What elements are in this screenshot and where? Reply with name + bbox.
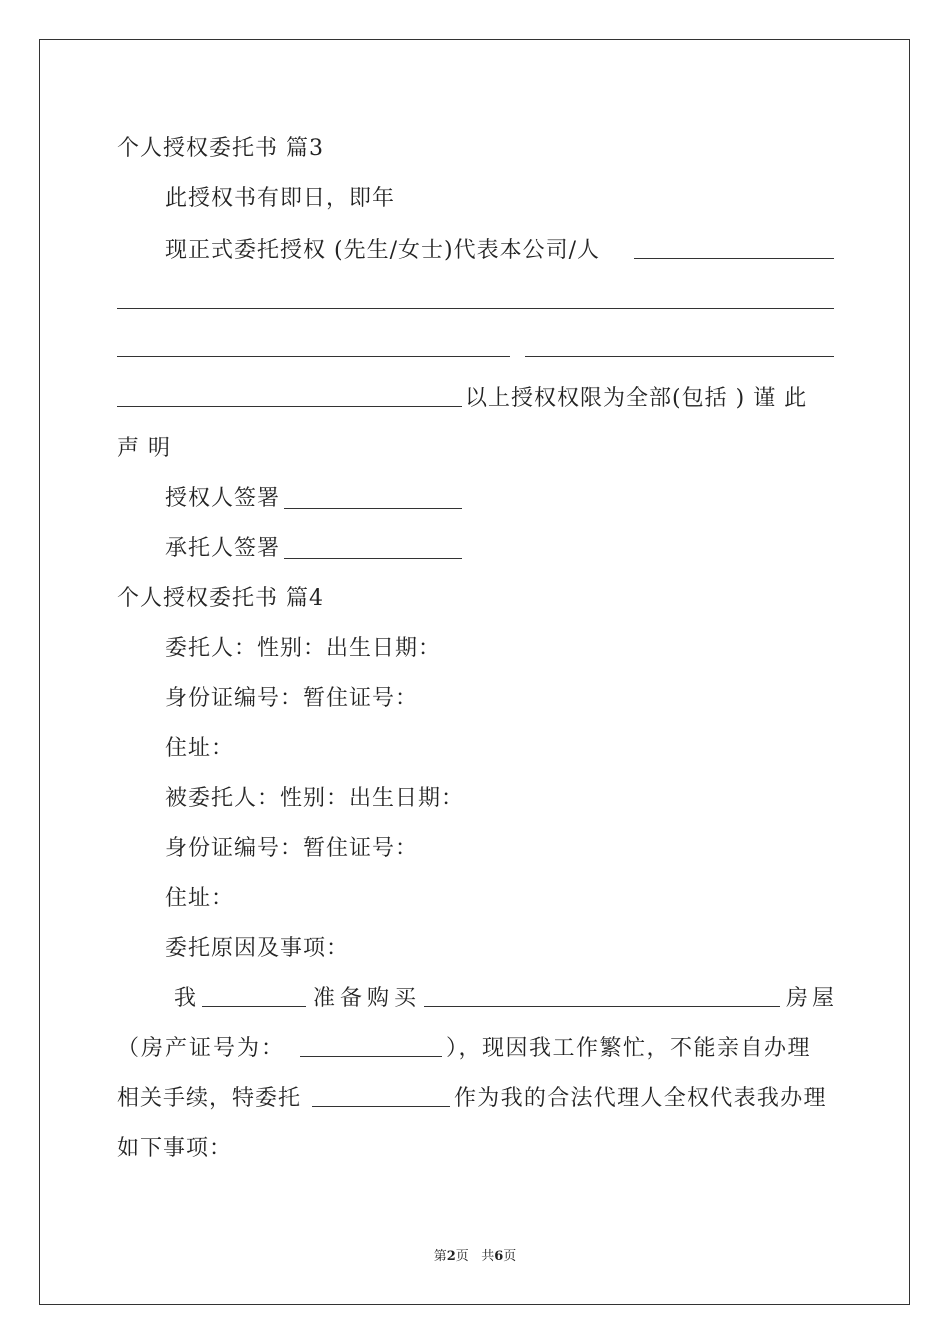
para-xiangguan: 相关手续，特委托 bbox=[117, 1086, 302, 1111]
section3-line2: 现正式委托授权 (先生/女士)代表本公司/人 bbox=[165, 238, 600, 263]
section3-line1: 此授权书有即日，即年 bbox=[165, 186, 396, 211]
para-zhunbei: 准备购买 bbox=[313, 986, 422, 1011]
para-rest1: ），现因我工作繁忙，不能亲自办理 bbox=[446, 1036, 812, 1061]
blank-line bbox=[117, 308, 834, 309]
section4-title: 个人授权委托书 篇4 bbox=[117, 586, 324, 611]
para-fangwu: 房屋 bbox=[786, 986, 839, 1011]
para-last: 如下事项： bbox=[117, 1136, 233, 1161]
para-fangchan: （房产证号为： bbox=[117, 1036, 286, 1061]
section4-agent-id: 身份证编号：暂住证号： bbox=[165, 836, 419, 861]
footer-ye: 页 bbox=[455, 1249, 469, 1264]
blank-line bbox=[202, 1006, 306, 1007]
section3-sign1: 授权人签署 bbox=[165, 486, 281, 511]
blank-line bbox=[525, 356, 834, 357]
footer-ye2: 页 bbox=[503, 1249, 517, 1264]
blank-line bbox=[117, 356, 510, 357]
para-rest2: 作为我的合法代理人全权代表我办理 bbox=[454, 1086, 827, 1111]
footer-di: 第 bbox=[433, 1249, 447, 1264]
section4-principal: 委托人：性别：出生日期： bbox=[165, 636, 442, 661]
section4-reason-label: 委托原因及事项： bbox=[165, 936, 350, 961]
section4-agent: 被委托人：性别：出生日期： bbox=[165, 786, 465, 811]
blank-line bbox=[634, 258, 834, 259]
para-wo: 我 bbox=[174, 986, 198, 1011]
blank-line bbox=[300, 1056, 442, 1057]
blank-line bbox=[117, 406, 462, 407]
blank-line bbox=[312, 1106, 450, 1107]
page-footer bbox=[0, 1248, 950, 1266]
blank-line bbox=[424, 1006, 780, 1007]
section3-line4: 声 明 bbox=[117, 436, 171, 461]
section4-principal-id: 身份证编号：暂住证号： bbox=[165, 686, 419, 711]
section4-principal-addr: 住址： bbox=[165, 736, 235, 761]
section4-agent-addr: 住址： bbox=[165, 886, 235, 911]
footer-total-pages: 6 bbox=[494, 1249, 504, 1264]
page-border bbox=[39, 39, 910, 1305]
section3-sign2: 承托人签署 bbox=[165, 536, 281, 561]
section3-line3: 以上授权权限为全部(包括 ) 谨 此 bbox=[465, 386, 808, 411]
blank-line bbox=[284, 558, 462, 559]
blank-line bbox=[284, 508, 462, 509]
footer-gong: 共 bbox=[481, 1249, 495, 1264]
section3-title: 个人授权委托书 篇3 bbox=[117, 136, 324, 161]
footer-page-number: 2 bbox=[446, 1249, 456, 1264]
